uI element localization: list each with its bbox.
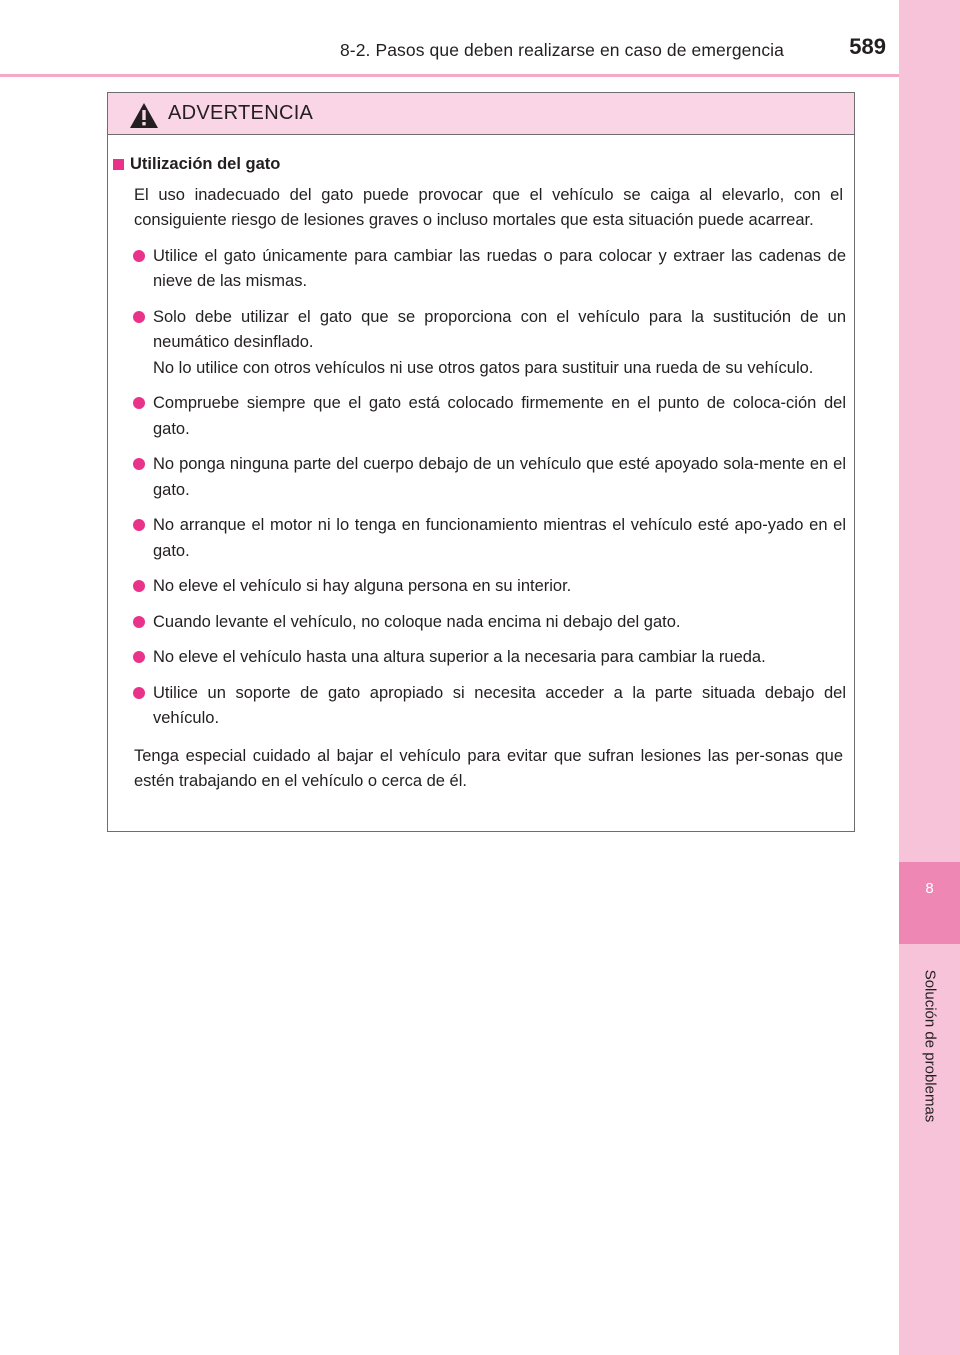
- warning-title: ADVERTENCIA: [168, 102, 314, 124]
- list-item-extra: No lo utilice con otros vehículos ni use otros gatos para sustituir una rueda de su vehículo.: [153, 358, 814, 377]
- section-title: 8-2. Pasos que deben realizarse en caso de emergencia: [339, 40, 784, 60]
- list-item: Utilice el gato únicamente para cambiar las ruedas o para colocar y extraer las cadenas de nieve de las mismas.: [153, 244, 846, 295]
- chapter-side-tab: [899, 0, 960, 1355]
- warning-box: [107, 92, 855, 832]
- bullet-dot-icon: [133, 250, 145, 262]
- bullet-dot-icon: [133, 397, 145, 409]
- list-item: No arranque el motor ni lo tenga en funcionamiento mientras el vehículo esté apo-yado en el gato.: [153, 513, 846, 564]
- square-bullet-icon: [113, 159, 124, 170]
- bullet-dot-icon: [133, 580, 145, 592]
- bullet-dot-icon: [133, 519, 145, 531]
- list-item: Solo debe utilizar el gato que se proporciona con el vehículo para la sustitución de un neumático desinflado. No lo utilice con otros vehículos ni use otros gatos para sustituir una rueda de su vehículo.: [153, 305, 846, 382]
- list-item: Compruebe siempre que el gato está colocado firmemente en el punto de coloca-ción del gato.: [153, 391, 846, 442]
- list-item: No eleve el vehículo si hay alguna persona en su interior.: [153, 574, 846, 600]
- intro-paragraph: El uso inadecuado del gato puede provocar que el vehículo se caiga al elevarlo, con el consiguiente riesgo de lesiones graves o incluso mortales que esta situación puede acarrear.: [134, 185, 843, 229]
- bullet-dot-icon: [133, 651, 145, 663]
- warning-triangle-icon: [129, 102, 159, 129]
- warning-header: [108, 93, 854, 135]
- subheading-text: Utilización del gato: [130, 155, 281, 173]
- list-item: Cuando levante el vehículo, no coloque nada encima ni debajo del gato.: [153, 610, 846, 636]
- bullet-dot-icon: [133, 616, 145, 628]
- page-number: 589: [849, 34, 886, 59]
- list-item: No ponga ninguna parte del cuerpo debajo de un vehículo que esté apoyado sola-mente en el gato.: [153, 452, 846, 503]
- header-rule: [0, 74, 899, 77]
- subheading: [113, 152, 854, 178]
- chapter-number: 8: [925, 880, 934, 897]
- closing-paragraph: Tenga especial cuidado al bajar el vehículo para evitar que sufran lesiones las per-sonas que estén trabajando en el vehículo o cerca de él.: [134, 746, 843, 790]
- chapter-number-box: [899, 862, 960, 944]
- warning-content: [108, 135, 854, 795]
- list-item: Utilice un soporte de gato apropiado si necesita acceder a la parte situada debajo del vehículo.: [153, 681, 846, 732]
- chapter-label: Solución de problemas: [921, 969, 939, 1123]
- bullet-dot-icon: [133, 458, 145, 470]
- bullet-dot-icon: [133, 687, 145, 699]
- bullet-dot-icon: [133, 311, 145, 323]
- list-item: No eleve el vehículo hasta una altura superior a la necesaria para cambiar la rueda.: [153, 645, 846, 671]
